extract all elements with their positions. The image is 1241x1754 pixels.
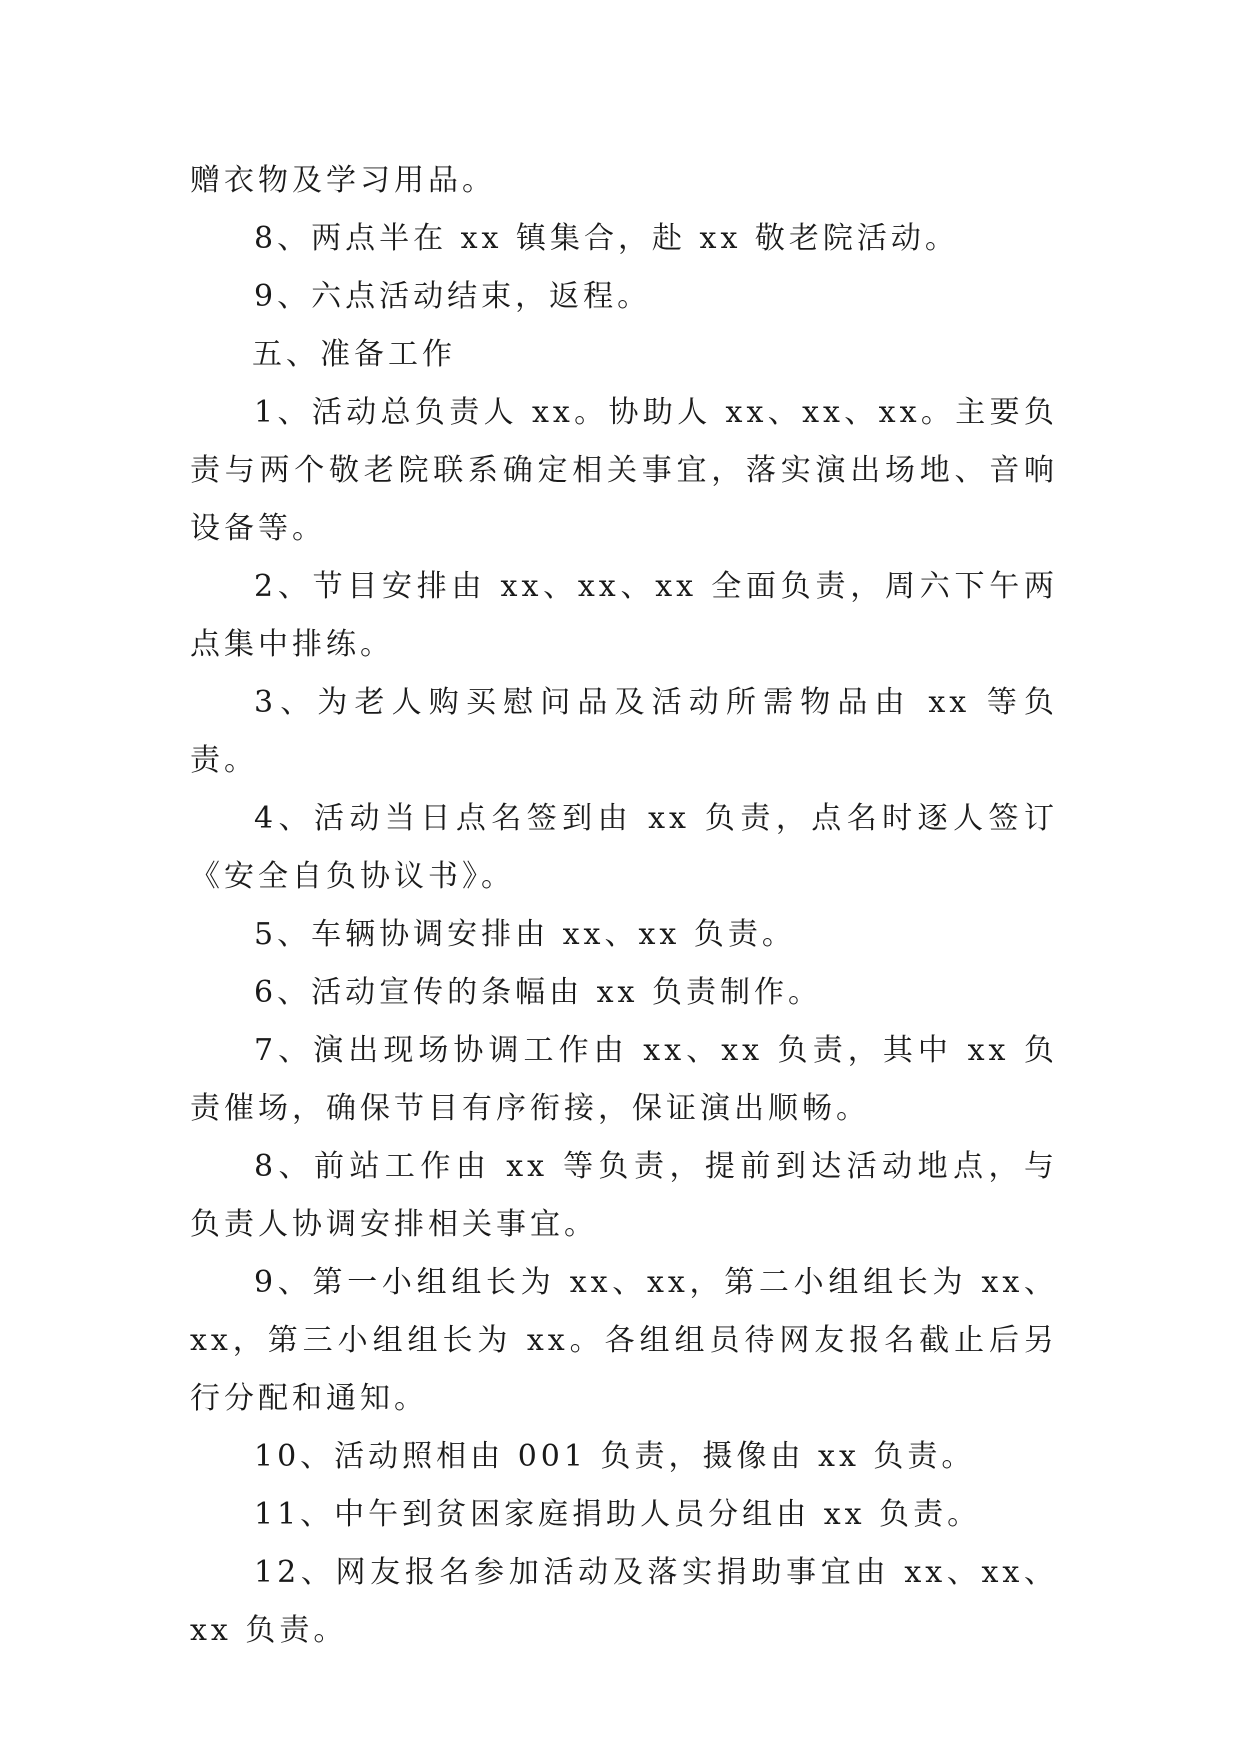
paragraph-prep-7: 7、演出现场协调工作由 xx、xx 负责，其中 xx 负责催场，确保节目有序衔接，保证演出顺畅。 xyxy=(190,1033,1058,1126)
paragraph-prep-10: 10、活动照相由 001 负责，摄像由 xx 负责。 xyxy=(254,1439,976,1474)
paragraph-prep-6: 6、活动宣传的条幅由 xx 负责制作。 xyxy=(254,975,822,1010)
paragraph-prep-1: 1、活动总负责人 xx。协助人 xx、xx、xx。主要负责与两个敬老院联系确定相关事宜，落实演出场地、音响设备等。 xyxy=(190,395,1058,546)
paragraph-prep-12: 12、网友报名参加活动及落实捐助事宜由 xx、xx、xx 负责。 xyxy=(190,1555,1058,1648)
paragraph-prep-8: 8、前站工作由 xx 等负责，提前到达活动地点，与负责人协调安排相关事宜。 xyxy=(190,1149,1058,1242)
paragraph-prep-2: 2、节目安排由 xx、xx、xx 全面负责，周六下午两点集中排练。 xyxy=(190,569,1058,662)
paragraph-continuation: 赠衣物及学习用品。 xyxy=(190,163,496,198)
paragraph-schedule-9: 9、六点活动结束，返程。 xyxy=(254,279,652,314)
paragraph-schedule-8: 8、两点半在 xx 镇集合，赴 xx 敬老院活动。 xyxy=(254,221,959,256)
document-body xyxy=(190,152,1058,1660)
paragraph-prep-5: 5、车辆协调安排由 xx、xx 负责。 xyxy=(254,917,796,952)
paragraph-prep-9: 9、第一小组组长为 xx、xx，第二小组组长为 xx、xx，第三小组组长为 xx。各组组员待网友报名截止后另行分配和通知。 xyxy=(190,1265,1058,1416)
section-heading-preparation: 五、准备工作 xyxy=(252,337,456,372)
paragraph-prep-3: 3、为老人购买慰问品及活动所需物品由 xx 等负责。 xyxy=(190,685,1058,778)
paragraph-prep-4: 4、活动当日点名签到由 xx 负责，点名时逐人签订《安全自负协议书》。 xyxy=(190,801,1058,894)
paragraph-prep-11: 11、中午到贫困家庭捐助人员分组由 xx 负责。 xyxy=(254,1497,982,1532)
